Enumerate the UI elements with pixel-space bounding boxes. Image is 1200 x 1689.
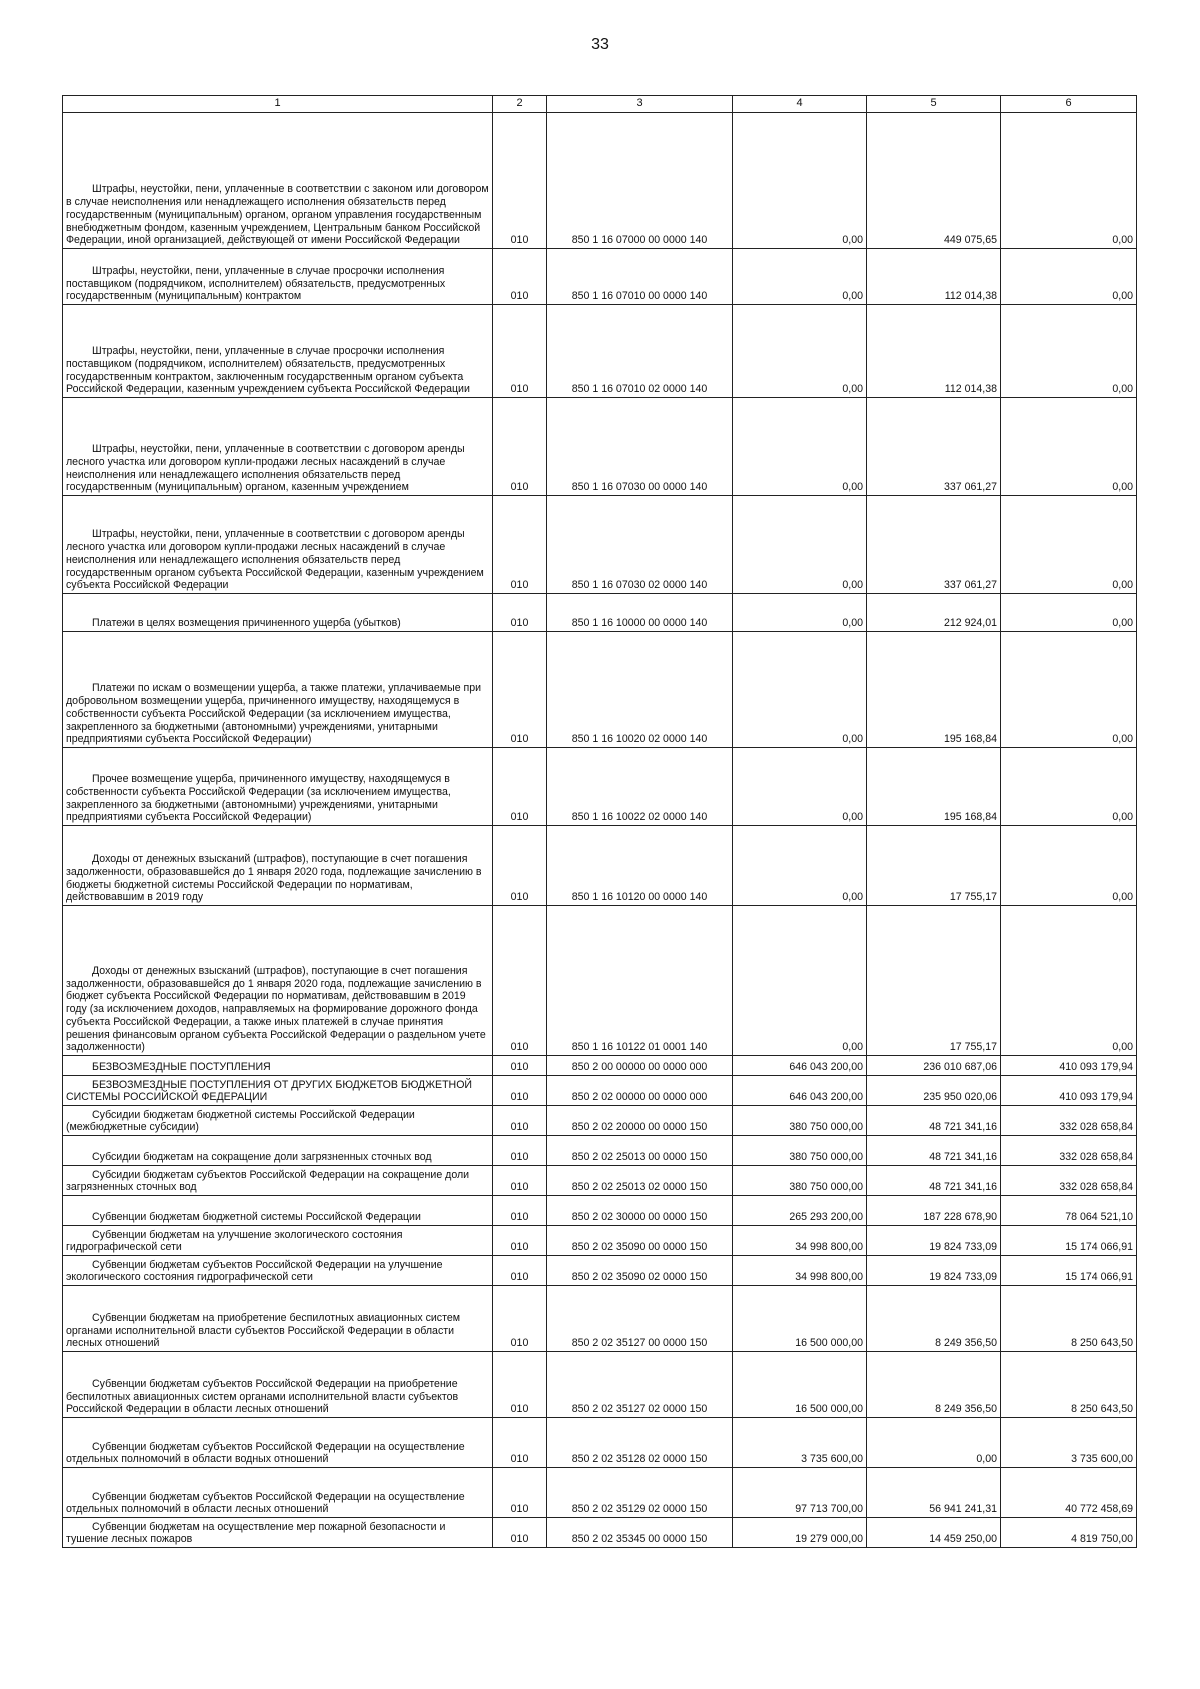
table-row [63, 1518, 1137, 1548]
row-line-code: 010 [493, 1418, 547, 1468]
row-budget-code: 850 2 02 35127 00 0000 150 [547, 1286, 733, 1352]
row-unexecuted-amount: 0,00 [1001, 398, 1137, 496]
row-name-cell [63, 594, 493, 632]
row-line-code: 010 [493, 1076, 547, 1106]
row-name: Субвенции бюджетам субъектов Российской Федерации на осуществление отдельных полномочий в области лесных отношений [66, 1490, 465, 1516]
row-name-cell [63, 632, 493, 748]
row-name: Субсидии бюджетам субъектов Российской Федерации на сокращение доли загрязненных сточных вод [66, 1168, 470, 1194]
row-budget-code: 850 2 02 35345 00 0000 150 [547, 1518, 733, 1548]
row-budget-code: 850 1 16 07030 00 0000 140 [547, 398, 733, 496]
row-name-cell [63, 1226, 493, 1256]
row-approved-amount: 0,00 [733, 748, 867, 826]
row-budget-code: 850 2 02 00000 00 0000 000 [547, 1076, 733, 1106]
row-unexecuted-amount: 8 250 643,50 [1001, 1286, 1137, 1352]
table-row [63, 906, 1137, 1056]
page-number: 33 [591, 36, 609, 53]
row-name-cell [63, 1056, 493, 1076]
row-unexecuted-amount: 0,00 [1001, 113, 1137, 249]
row-name-cell [63, 1468, 493, 1518]
row-budget-code: 850 1 16 10022 02 0000 140 [547, 748, 733, 826]
row-name-cell [63, 1106, 493, 1136]
row-unexecuted-amount: 0,00 [1001, 594, 1137, 632]
row-name-cell [63, 906, 493, 1056]
row-unexecuted-amount: 0,00 [1001, 496, 1137, 594]
row-line-code: 010 [493, 826, 547, 906]
row-approved-amount: 0,00 [733, 826, 867, 906]
column-header-4: 4 [733, 96, 867, 113]
revenue-table [62, 95, 1137, 1548]
row-name: Штрафы, неустойки, пени, уплаченные в случае просрочки исполнения поставщиком (подрядчиком, исполнителем) обязательств, предусмотренных государственным (муниципальным) контрактом [66, 264, 446, 303]
row-line-code: 010 [493, 1226, 547, 1256]
row-approved-amount: 0,00 [733, 305, 867, 398]
row-name: Субвенции бюджетам субъектов Российской Федерации на осуществление отдельных полномочий в области водных отношений [66, 1440, 465, 1466]
row-budget-code: 850 2 02 35090 00 0000 150 [547, 1226, 733, 1256]
row-budget-code: 850 1 16 10122 01 0001 140 [547, 906, 733, 1056]
row-approved-amount: 16 500 000,00 [733, 1352, 867, 1418]
row-budget-code: 850 1 16 10020 02 0000 140 [547, 632, 733, 748]
row-budget-code: 850 1 16 07000 00 0000 140 [547, 113, 733, 249]
row-approved-amount: 16 500 000,00 [733, 1286, 867, 1352]
row-executed-amount: 337 061,27 [867, 398, 1001, 496]
row-name-cell [63, 1166, 493, 1196]
row-unexecuted-amount: 0,00 [1001, 906, 1137, 1056]
row-budget-code: 850 2 02 25013 00 0000 150 [547, 1136, 733, 1166]
row-executed-amount: 337 061,27 [867, 496, 1001, 594]
row-name: Платежи по искам о возмещении ущерба, а также платежи, уплачиваемые при добровольном возмещении ущерба, причиненного имуществу, находящемуся в собственности субъекта Российской Федерации (за исключением имущества, закрепленного за бюджетными (автономными) учреждениями, унитарными предприятиями субъекта Российской Федерации) [66, 682, 482, 746]
row-line-code: 010 [493, 1056, 547, 1076]
row-line-code: 010 [493, 1136, 547, 1166]
row-line-code: 010 [493, 305, 547, 398]
row-budget-code: 850 1 16 07010 00 0000 140 [547, 249, 733, 305]
row-approved-amount: 646 043 200,00 [733, 1076, 867, 1106]
row-executed-amount: 48 721 341,16 [867, 1136, 1001, 1166]
column-header-6: 6 [1001, 96, 1137, 113]
row-approved-amount: 380 750 000,00 [733, 1166, 867, 1196]
table-row [63, 1136, 1137, 1166]
row-approved-amount: 34 998 800,00 [733, 1256, 867, 1286]
table-row [63, 1076, 1137, 1106]
row-line-code: 010 [493, 1286, 547, 1352]
row-name-cell [63, 398, 493, 496]
table-row [63, 1226, 1137, 1256]
row-budget-code: 850 2 02 25013 02 0000 150 [547, 1166, 733, 1196]
row-executed-amount: 449 075,65 [867, 113, 1001, 249]
table-row [63, 496, 1137, 594]
row-executed-amount: 17 755,17 [867, 826, 1001, 906]
row-name-cell [63, 1256, 493, 1286]
row-line-code: 010 [493, 1518, 547, 1548]
row-name: Штрафы, неустойки, пени, уплаченные в соответствии с законом или договором в случае неисполнения или ненадлежащего исполнения обязательств перед государственным (муниципальным) органом, органом управления государственным внебюджетным фондом, казенным учреждением, Центральным банком Российской Федерации, иной организацией, действующей от имени Российской Федерации [66, 183, 489, 247]
table-row [63, 1286, 1137, 1352]
row-approved-amount: 19 279 000,00 [733, 1518, 867, 1548]
row-unexecuted-amount: 0,00 [1001, 826, 1137, 906]
row-name: БЕЗВОЗМЕЗДНЫЕ ПОСТУПЛЕНИЯ [92, 1061, 271, 1074]
row-approved-amount: 0,00 [733, 113, 867, 249]
row-name-cell [63, 249, 493, 305]
row-name: Штрафы, неустойки, пени, уплаченные в соответствии с договором аренды лесного участка или договором купли-продажи лесных насаждений в случае неисполнения или ненадлежащего исполнения обязательств перед государственным (муниципальным) органом, казенным учреждением [66, 443, 465, 494]
column-header-1: 1 [63, 96, 493, 113]
row-line-code: 010 [493, 398, 547, 496]
row-line-code: 010 [493, 1166, 547, 1196]
row-approved-amount: 0,00 [733, 906, 867, 1056]
row-name: Субвенции бюджетам на осуществление мер пожарной безопасности и тушение лесных пожаров [66, 1520, 446, 1546]
row-executed-amount: 212 924,01 [867, 594, 1001, 632]
row-line-code: 010 [493, 1196, 547, 1226]
row-unexecuted-amount: 410 093 179,94 [1001, 1056, 1137, 1076]
row-approved-amount: 380 750 000,00 [733, 1106, 867, 1136]
row-budget-code: 850 2 02 35127 02 0000 150 [547, 1352, 733, 1418]
row-executed-amount: 56 941 241,31 [867, 1468, 1001, 1518]
row-executed-amount: 14 459 250,00 [867, 1518, 1001, 1548]
row-unexecuted-amount: 15 174 066,91 [1001, 1256, 1137, 1286]
row-unexecuted-amount: 15 174 066,91 [1001, 1226, 1137, 1256]
row-unexecuted-amount: 0,00 [1001, 748, 1137, 826]
row-executed-amount: 0,00 [867, 1418, 1001, 1468]
row-budget-code: 850 2 02 30000 00 0000 150 [547, 1196, 733, 1226]
table-row [63, 1166, 1137, 1196]
row-name: Штрафы, неустойки, пени, уплаченные в соответствии с договором аренды лесного участка или договором купли-продажи лесных насаждений в случае неисполнения или ненадлежащего исполнения обязательств перед государственным органом субъекта Российской Федерации, казенным учреждением субъекта Российской Федерации [66, 528, 484, 592]
row-executed-amount: 195 168,84 [867, 632, 1001, 748]
row-line-code: 010 [493, 632, 547, 748]
row-unexecuted-amount: 3 735 600,00 [1001, 1418, 1137, 1468]
row-name: Субвенции бюджетам бюджетной системы Российской Федерации [92, 1211, 421, 1224]
row-unexecuted-amount: 4 819 750,00 [1001, 1518, 1137, 1548]
row-line-code: 010 [493, 113, 547, 249]
row-executed-amount: 48 721 341,16 [867, 1106, 1001, 1136]
row-approved-amount: 0,00 [733, 496, 867, 594]
row-line-code: 010 [493, 496, 547, 594]
row-unexecuted-amount: 0,00 [1001, 632, 1137, 748]
row-executed-amount: 19 824 733,09 [867, 1256, 1001, 1286]
row-line-code: 010 [493, 748, 547, 826]
row-line-code: 010 [493, 1256, 547, 1286]
row-unexecuted-amount: 332 028 658,84 [1001, 1136, 1137, 1166]
row-budget-code: 850 1 16 07030 02 0000 140 [547, 496, 733, 594]
table-row [63, 594, 1137, 632]
row-name: Штрафы, неустойки, пени, уплаченные в случае просрочки исполнения поставщиком (подрядчиком, исполнителем) обязательств, предусмотренных государственным контрактом, заключенным государственным органом субъекта Российской Федерации, казенным учреждением субъекта Российской Федерации [66, 345, 470, 396]
table-row [63, 748, 1137, 826]
row-approved-amount: 646 043 200,00 [733, 1056, 867, 1076]
row-budget-code: 850 2 02 35128 02 0000 150 [547, 1418, 733, 1468]
table-row [63, 1056, 1137, 1076]
row-name-cell [63, 305, 493, 398]
row-approved-amount: 380 750 000,00 [733, 1136, 867, 1166]
row-name: Субвенции бюджетам субъектов Российской Федерации на приобретение беспилотных авиационных систем органами исполнительной власти субъектов Российской Федерации в области лесных отношений [66, 1377, 459, 1416]
table-row [63, 632, 1137, 748]
row-unexecuted-amount: 332 028 658,84 [1001, 1166, 1137, 1196]
row-executed-amount: 17 755,17 [867, 906, 1001, 1056]
row-executed-amount: 48 721 341,16 [867, 1166, 1001, 1196]
row-unexecuted-amount: 0,00 [1001, 249, 1137, 305]
row-executed-amount: 187 228 678,90 [867, 1196, 1001, 1226]
row-name: Субвенции бюджетам на улучшение экологического состояния гидрографической сети [66, 1228, 403, 1254]
row-name-cell [63, 1136, 493, 1166]
column-header-5: 5 [867, 96, 1001, 113]
column-number-row [63, 96, 1137, 113]
row-unexecuted-amount: 0,00 [1001, 305, 1137, 398]
row-executed-amount: 112 014,38 [867, 249, 1001, 305]
row-approved-amount: 3 735 600,00 [733, 1418, 867, 1468]
table-row [63, 1352, 1137, 1418]
row-name: Субсидии бюджетам бюджетной системы Российской Федерации (межбюджетные субсидии) [66, 1108, 415, 1134]
row-name: Доходы от денежных взысканий (штрафов), поступающие в счет погашения задолженности, образовавшейся до 1 января 2020 года, подлежащие зачислению в бюджет субъекта Российской Федерации по нормативам, действовавшим в 2019 году (за исключением доходов, направляемых на формирование дорожного фонда субъекта Российской Федерации, а также иных платежей в случае принятия решения финансовым органом субъекта Российской Федерации о раздельном учете задолженности) [66, 965, 486, 1054]
row-name: БЕЗВОЗМЕЗДНЫЕ ПОСТУПЛЕНИЯ ОТ ДРУГИХ БЮДЖЕТОВ БЮДЖЕТНОЙ СИСТЕМЫ РОССИЙСКОЙ ФЕДЕРАЦИИ [66, 1078, 473, 1104]
table-row [63, 1418, 1137, 1468]
table-row [63, 1196, 1137, 1226]
row-name-cell [63, 748, 493, 826]
table-row [63, 1256, 1137, 1286]
row-name-cell [63, 1518, 493, 1548]
row-executed-amount: 235 950 020,06 [867, 1076, 1001, 1106]
row-approved-amount: 0,00 [733, 632, 867, 748]
row-approved-amount: 34 998 800,00 [733, 1226, 867, 1256]
row-name-cell [63, 1076, 493, 1106]
table-row [63, 1106, 1137, 1136]
row-line-code: 010 [493, 594, 547, 632]
row-budget-code: 850 2 02 35090 02 0000 150 [547, 1256, 733, 1286]
row-unexecuted-amount: 410 093 179,94 [1001, 1076, 1137, 1106]
row-approved-amount: 0,00 [733, 398, 867, 496]
row-name-cell [63, 496, 493, 594]
row-unexecuted-amount: 78 064 521,10 [1001, 1196, 1137, 1226]
row-line-code: 010 [493, 1468, 547, 1518]
row-approved-amount: 0,00 [733, 594, 867, 632]
table-row [63, 305, 1137, 398]
row-executed-amount: 8 249 356,50 [867, 1286, 1001, 1352]
row-approved-amount: 0,00 [733, 249, 867, 305]
row-executed-amount: 236 010 687,06 [867, 1056, 1001, 1076]
row-name: Субсидии бюджетам на сокращение доли загрязненных сточных вод [92, 1151, 432, 1164]
row-line-code: 010 [493, 249, 547, 305]
row-budget-code: 850 2 02 20000 00 0000 150 [547, 1106, 733, 1136]
row-name: Субвенции бюджетам на приобретение беспилотных авиационных систем органами исполнительной власти субъектов Российской Федерации в области лесных отношений [66, 1311, 461, 1350]
row-budget-code: 850 2 00 00000 00 0000 000 [547, 1056, 733, 1076]
row-unexecuted-amount: 8 250 643,50 [1001, 1352, 1137, 1418]
row-name: Платежи в целях возмещения причиненного ущерба (убытков) [92, 617, 401, 630]
row-line-code: 010 [493, 1352, 547, 1418]
table-row [63, 826, 1137, 906]
row-name-cell [63, 1196, 493, 1226]
row-line-code: 010 [493, 906, 547, 1056]
row-budget-code: 850 1 16 10000 00 0000 140 [547, 594, 733, 632]
row-name: Доходы от денежных взысканий (штрафов), поступающие в счет погашения задолженности, образовавшейся до 1 января 2020 года, подлежащие зачислению в бюджеты бюджетной системы Российской Федерации по нормативам, действовавшим в 2019 году [66, 853, 482, 904]
row-name-cell [63, 1418, 493, 1468]
row-executed-amount: 195 168,84 [867, 748, 1001, 826]
row-name-cell [63, 826, 493, 906]
row-approved-amount: 97 713 700,00 [733, 1468, 867, 1518]
table-row [63, 113, 1137, 249]
row-budget-code: 850 1 16 10120 00 0000 140 [547, 826, 733, 906]
row-executed-amount: 19 824 733,09 [867, 1226, 1001, 1256]
row-executed-amount: 112 014,38 [867, 305, 1001, 398]
table-row [63, 249, 1137, 305]
row-name: Прочее возмещение ущерба, причиненного имуществу, находящемуся в собственности субъекта Российской Федерации (за исключением имущества, закрепленного за бюджетными (автономными) учреждениями, унитарными предприятиями субъекта Российской Федерации) [66, 773, 451, 824]
row-name-cell [63, 1286, 493, 1352]
row-name-cell [63, 113, 493, 249]
row-name: Субвенции бюджетам субъектов Российской Федерации на улучшение экологического состояния гидрографической сети [66, 1258, 443, 1284]
column-header-3: 3 [547, 96, 733, 113]
row-line-code: 010 [493, 1106, 547, 1136]
row-executed-amount: 8 249 356,50 [867, 1352, 1001, 1418]
row-unexecuted-amount: 332 028 658,84 [1001, 1106, 1137, 1136]
table-row [63, 398, 1137, 496]
row-approved-amount: 265 293 200,00 [733, 1196, 867, 1226]
row-name-cell [63, 1352, 493, 1418]
row-budget-code: 850 1 16 07010 02 0000 140 [547, 305, 733, 398]
column-header-2: 2 [493, 96, 547, 113]
row-unexecuted-amount: 40 772 458,69 [1001, 1468, 1137, 1518]
table-row [63, 1468, 1137, 1518]
row-budget-code: 850 2 02 35129 02 0000 150 [547, 1468, 733, 1518]
